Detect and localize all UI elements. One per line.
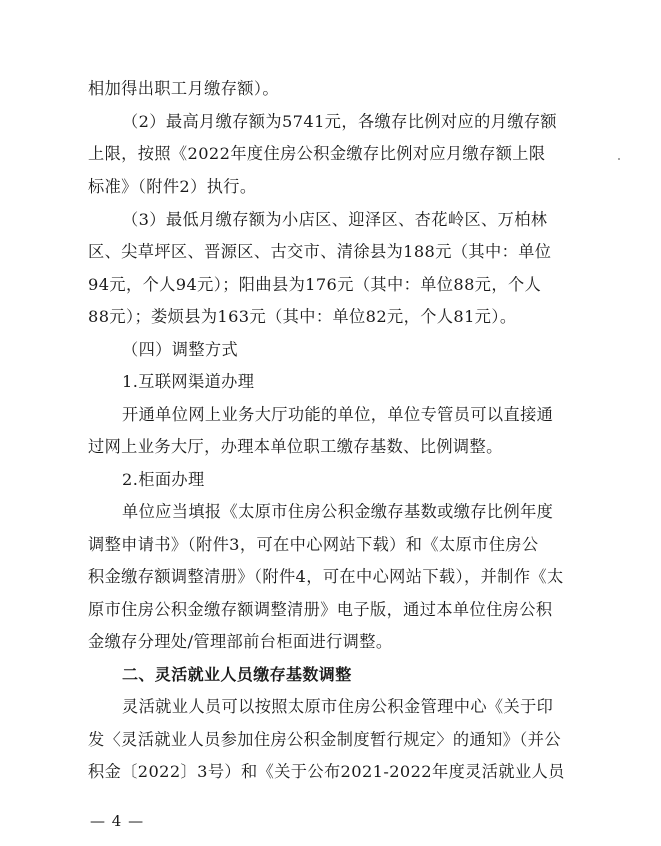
text-line: 发〈灵活就业人员参加住房公积金制度暂行规定〉的通知》（并公 (88, 730, 561, 749)
text-line: （2）最高月缴存额为5741元，各缴存比例对应的月缴存额 (122, 112, 558, 131)
page-number: — 4 — (90, 812, 145, 830)
section-heading: 二、灵活就业人员缴存基数调整 (122, 665, 352, 684)
text-line: 原市住房公积金缴存额调整清册》电子版，通过本单位住房公积 (88, 600, 553, 619)
text-line: 上限，按照《2022年度住房公积金缴存比例对应月缴存额上限 (88, 144, 546, 163)
text-line: 相加得出职工月缴存额）。 (88, 79, 279, 98)
text-line: 金缴存分理处/管理部前台柜面进行调整。 (88, 632, 393, 651)
section-heading: （四）调整方式 (122, 340, 239, 359)
text-line: 94元，个人94元）；阳曲县为176元（其中：单位88元，个人 (88, 275, 542, 294)
text-line: 标准》（附件2）执行。 (88, 177, 257, 196)
text-line: 积金缴存额调整清册》（附件4，可在中心网站下载），并制作《太 (88, 567, 564, 586)
text-line: 积金〔2022〕3号）和《关于公布2021-2022年度灵活就业人员 (88, 762, 565, 781)
speck-mark (618, 158, 620, 160)
text-line: 过网上业务大厅，办理本单位职工缴存基数、比例调整。 (88, 437, 503, 456)
subsection-heading: 2.柜面办理 (122, 470, 205, 489)
subsection-heading: 1.互联网渠道办理 (122, 372, 255, 391)
text-line: （3）最低月缴存额为小店区、迎泽区、杏花岭区、万柏林 (122, 210, 548, 229)
text-line: 单位应当填报《太原市住房公积金缴存基数或缴存比例年度 (122, 502, 554, 521)
text-line: 88元）；娄烦县为163元（其中：单位82元，个人81元）。 (88, 307, 517, 326)
text-line: 灵活就业人员可以按照太原市住房公积金管理中心《关于印 (122, 697, 554, 716)
text-line: 区、尖草坪区、晋源区、古交市、清徐县为188元（其中：单位 (88, 242, 552, 261)
text-line: 调整申请书》（附件3，可在中心网站下载）和《太原市住房公 (88, 535, 539, 554)
text-line: 开通单位网上业务大厅功能的单位，单位专管员可以直接通 (122, 405, 554, 424)
